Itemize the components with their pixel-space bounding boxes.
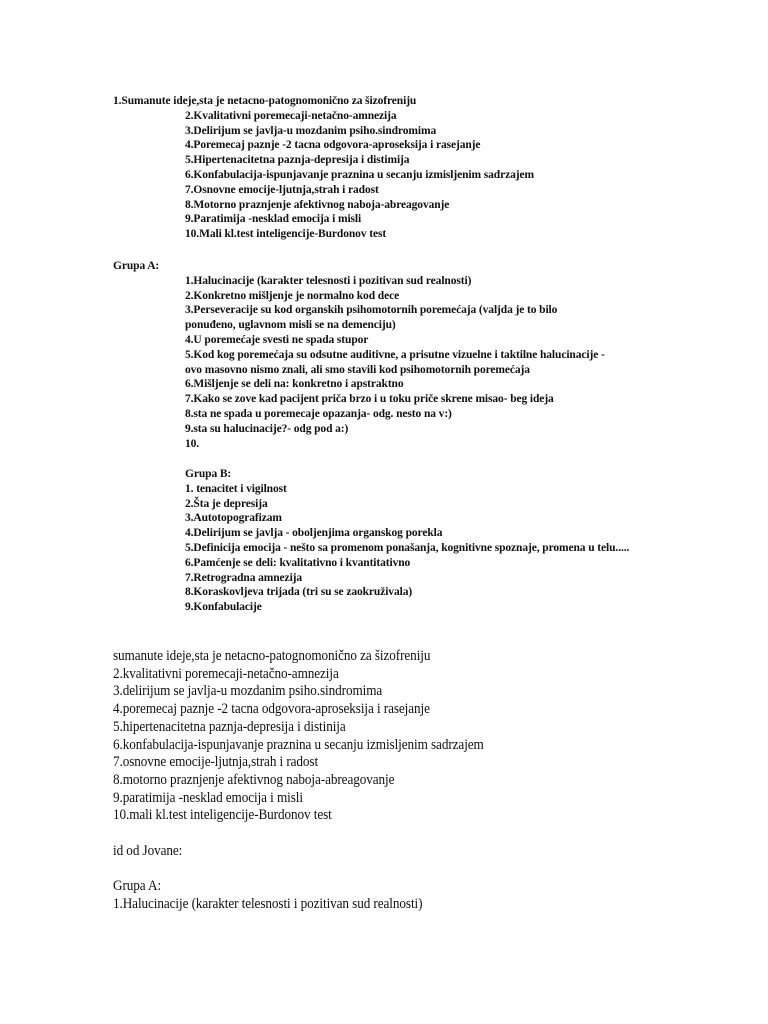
plain-item: 8.motorno praznjenje afektivnog naboja-abreagovanje bbox=[113, 771, 395, 788]
grupa-b-item: 1. tenacitet i vigilnost bbox=[185, 482, 287, 495]
plain-item: 5.hipertenacitetna paznja-depresija i distinija bbox=[113, 718, 346, 735]
plain-note: id od Jovane: bbox=[113, 842, 183, 859]
section1-item: 3.Delirijum se javlja-u mozdanim psiho.sindromima bbox=[185, 124, 437, 137]
plain-item: 4.poremecaj paznje -2 tacna odgovora-aproseksija i rasejanje bbox=[113, 701, 430, 718]
grupa-b-item: 4.Delirijum se javlja - oboljenjima organskog porekla bbox=[185, 527, 443, 540]
grupa-b-item: 8.Koraskovljeva trijada (tri su se zaokruživala) bbox=[185, 586, 413, 599]
grupa-a-item: 5.Kod kog poremećaja su odsutne auditivne, a prisutne vizuelne i taktilne halucinacije - bbox=[185, 348, 605, 361]
spacer bbox=[113, 825, 606, 843]
grupa-a-item-continued: ovo masovno nismo znali, ali smo stavili kod psihomotornih poremećaja bbox=[185, 363, 530, 376]
section1-item: 6.Konfabulacija-ispunjavanje praznina u secanju izmisljenim sadrzajem bbox=[185, 168, 534, 181]
plain-item: 3.delirijum se javlja-u mozdanim psiho.sindromima bbox=[113, 683, 383, 700]
grupa-a-item: 6.Mišljenje se deli na: konkretno i apstraktno bbox=[185, 378, 404, 391]
section1-item: 7.Osnovne emocije-ljutnja,strah i radost bbox=[185, 183, 379, 196]
grupa-a-item-continued: ponuđeno, uglavnom misli se na demenciju) bbox=[185, 319, 396, 332]
grupa-b-item: 6.Pamćenje se deli: kvalitativno i kvantitativno bbox=[185, 556, 411, 569]
section-plain-copy bbox=[113, 648, 606, 914]
section1-item: 5.Hipertenacitetna paznja-depresija i distimija bbox=[185, 154, 410, 167]
section1-item: 8.Motorno praznjenje afektivnog naboja-abreagovanje bbox=[185, 198, 450, 211]
grupa-a-item: 10. bbox=[185, 437, 200, 450]
grupa-a-item: 9.sta su halucinacije?- odg pod a:) bbox=[185, 422, 349, 435]
grupa-b-item: 9.Konfabulacije bbox=[185, 601, 262, 614]
spacer bbox=[113, 860, 606, 878]
section1-first-line: 1.Sumanute ideje,sta je netacno-patognomonično za šizofreniju bbox=[113, 95, 417, 107]
grupa-a-item: 7.Kako se zove kad pacijent priča brzo i u toku priče skrene misao- beg ideja bbox=[185, 393, 554, 406]
grupa-a-item: 1.Halucinacije (karakter telesnosti i pozitivan sud realnosti) bbox=[185, 274, 472, 287]
grupa-b-item: 3.Autotopografizam bbox=[185, 512, 282, 525]
section1-item: 4.Poremecaj paznje -2 tacna odgovora-aproseksija i rasejanje bbox=[185, 139, 481, 152]
section-grupa-a bbox=[113, 259, 673, 451]
section1-item: 9.Paratimija -nesklad emocija i misli bbox=[185, 213, 362, 226]
grupa-a-item: 8.sta ne spada u poremecaje opazanja- odg. nesto na v:) bbox=[185, 407, 452, 420]
grupa-b-item: 7.Retrogradna amnezija bbox=[185, 571, 303, 584]
grupa-a-item: 4.U poremećaje svesti ne spada stupor bbox=[185, 333, 369, 346]
plain-item: 10.mali kl.test inteligencije-Burdonov test bbox=[113, 807, 332, 824]
section1-item: 10.Mali kl.test inteligencije-Burdonov test bbox=[185, 228, 387, 241]
section-grupa-b bbox=[185, 467, 685, 615]
grupa-b-item: 5.Definicija emocija - nešto sa promenom ponašanja, kognitivne spoznaje, promena u telu..... bbox=[185, 541, 630, 554]
section-sumanute bbox=[113, 94, 673, 242]
grupa-a-item: 2.Konkretno mišljenje je normalno kod dece bbox=[185, 289, 400, 302]
plain-grupa-heading: Grupa A: bbox=[113, 878, 162, 895]
grupa-a-heading: Grupa A: bbox=[113, 260, 160, 272]
plain-item: 7.osnovne emocije-ljutnja,strah i radost bbox=[113, 754, 319, 771]
plain-item: 2.kvalitativni poremecaji-netačno-amnezija bbox=[113, 665, 339, 682]
grupa-b-item: 2.Šta je depresija bbox=[185, 497, 268, 510]
plain-item: 6.konfabulacija-ispunjavanje praznina u secanju izmisljenim sadrzajem bbox=[113, 736, 484, 753]
plain-item: sumanute ideje,sta je netacno-patognomonično za šizofreniju bbox=[113, 648, 431, 664]
section1-item: 2.Kvalitativni poremecaji-netačno-amnezija bbox=[185, 109, 397, 122]
plain-grupa-item: 1.Halucinacije (karakter telesnosti i pozitivan sud realnosti) bbox=[113, 895, 423, 912]
grupa-b-heading: Grupa B: bbox=[185, 468, 232, 480]
plain-item: 9.paratimija -nesklad emocija i misli bbox=[113, 789, 303, 806]
grupa-a-item: 3.Perseveracije su kod organskih psihomotornih poremećaja (valjda je to bilo bbox=[185, 304, 558, 317]
